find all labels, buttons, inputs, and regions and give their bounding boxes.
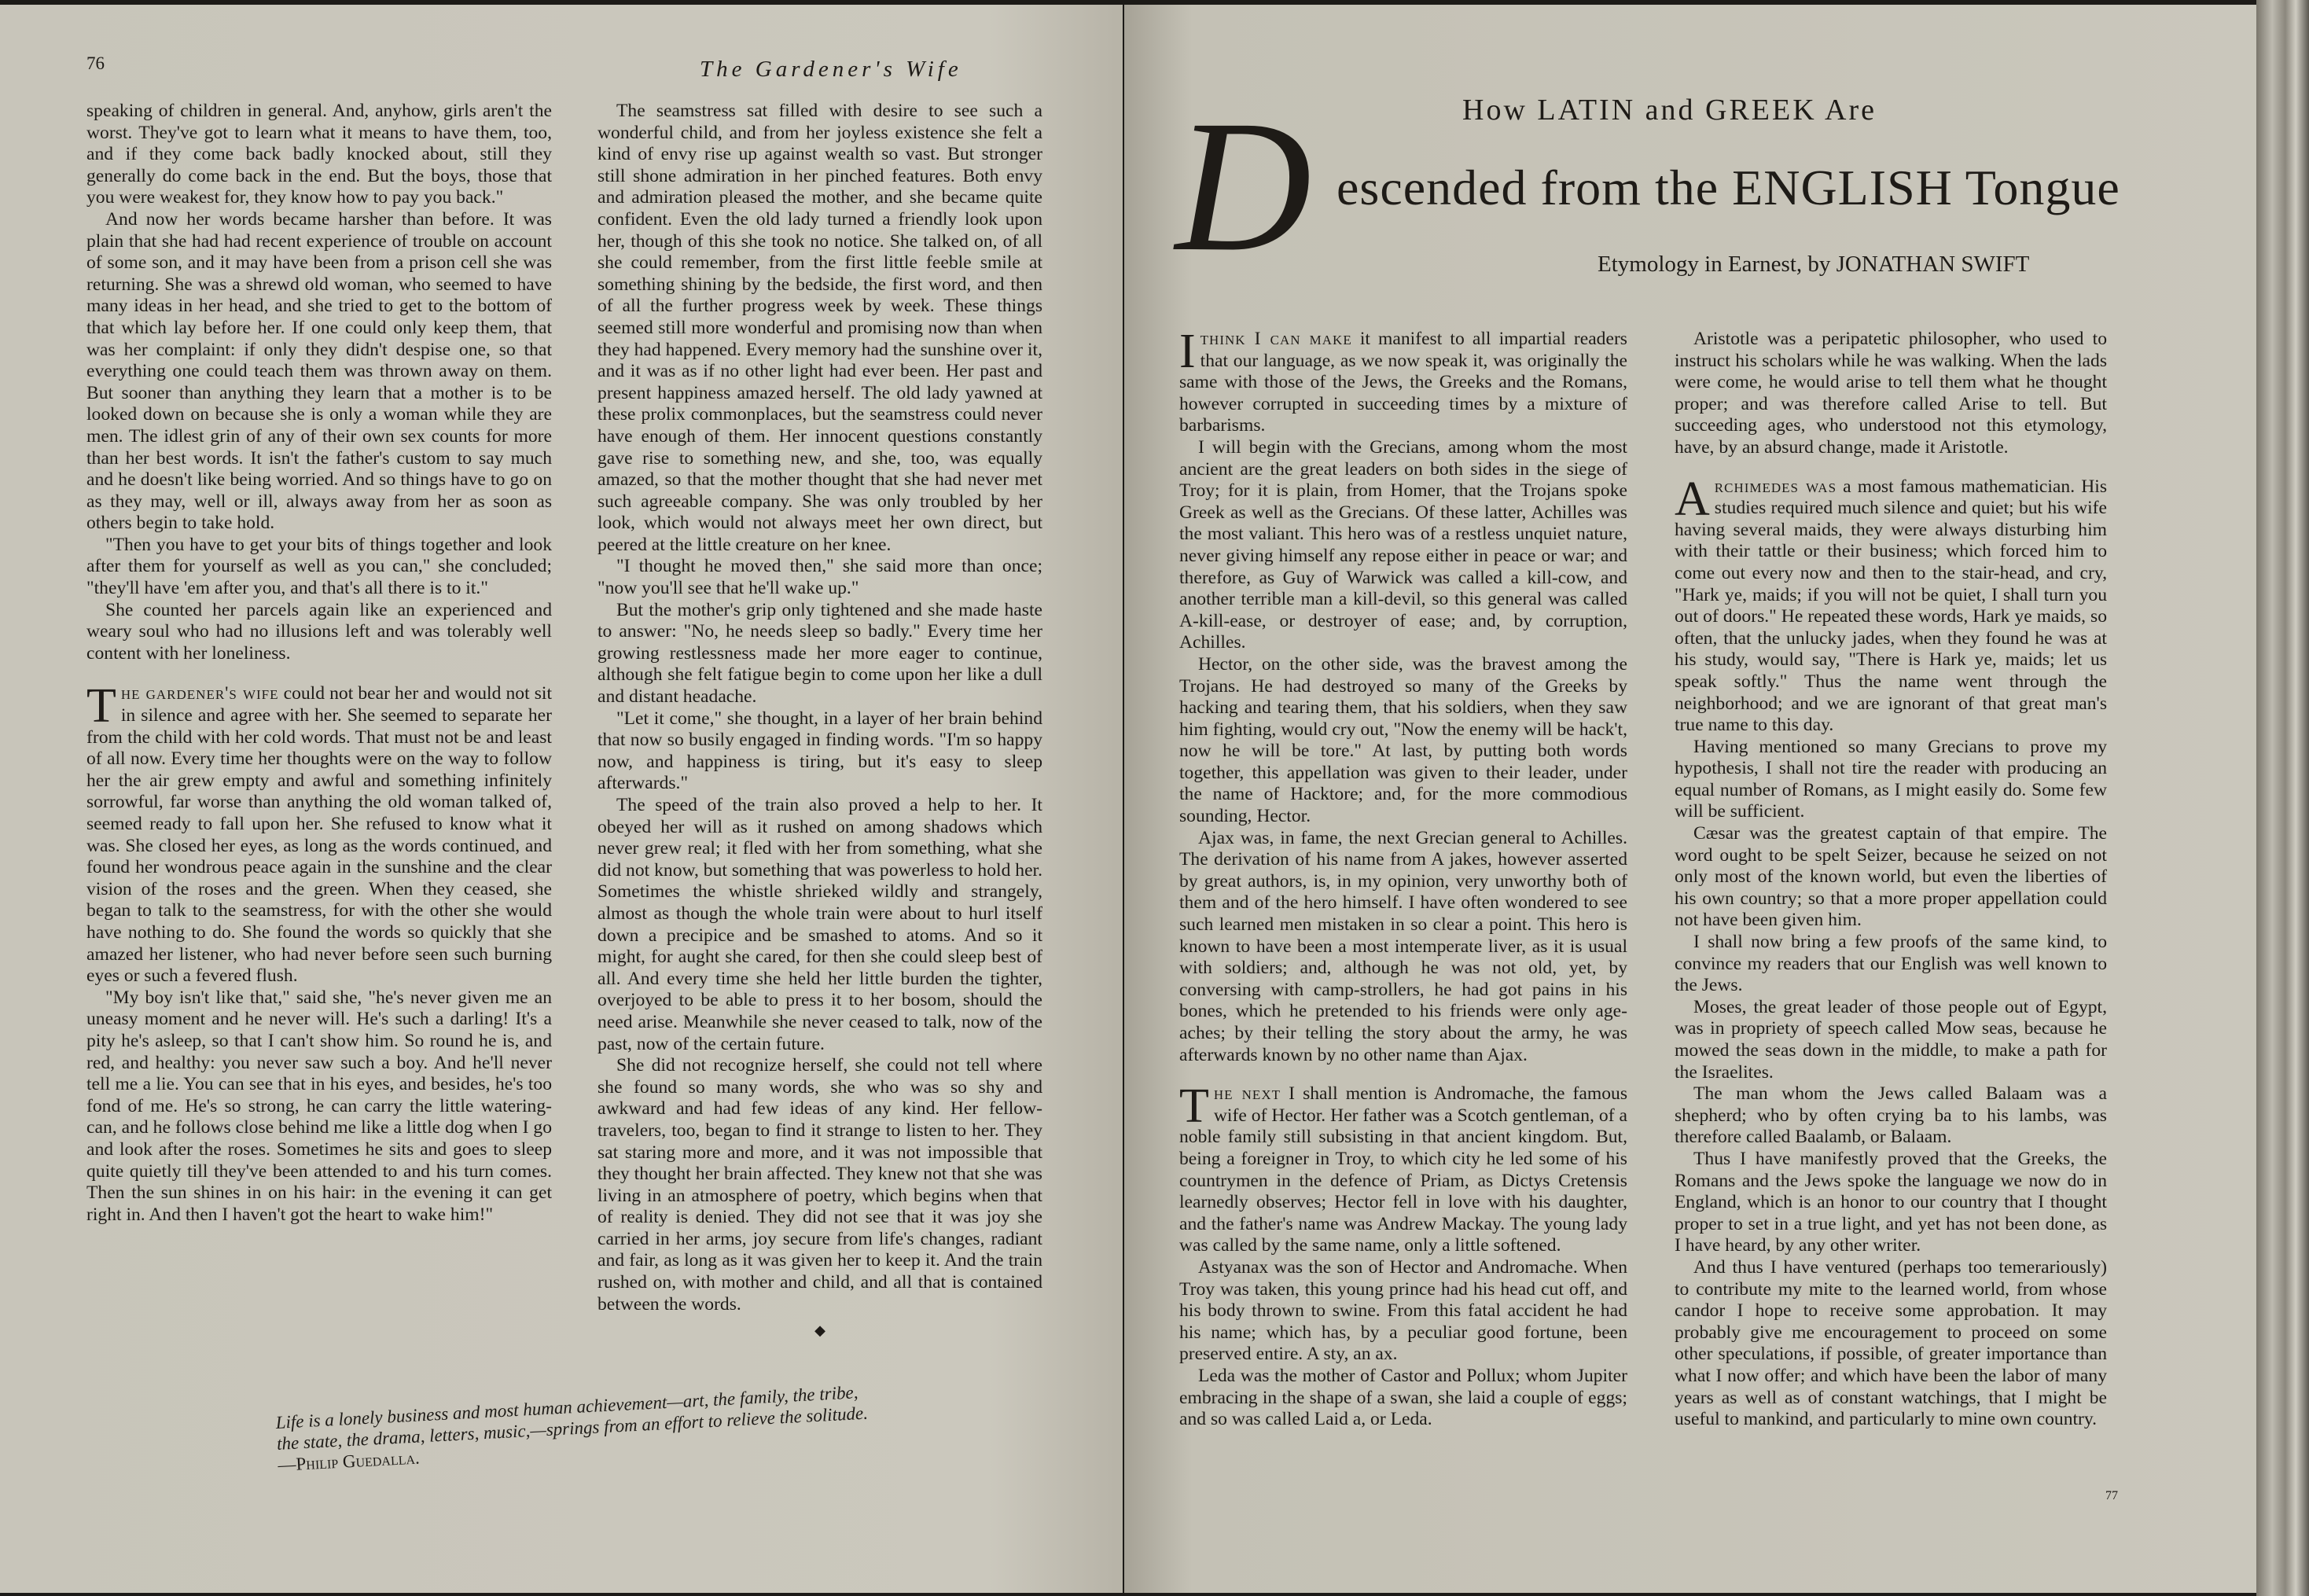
paragraph: And thus I have ventured (perhaps too temerariously) to contribute my mite to the learned world, from whose candor I hope to receive some approbation. It may probably give me encouragement to proceed on some other speculations, if possible, of greater importance than what I now offer; and which have been the labor of many years as well as of constant watchings, that I might be useful to mankind, and particularly to mine own country. bbox=[1675, 1256, 2107, 1430]
drop-cap: T bbox=[1179, 1079, 1209, 1134]
drop-cap: A bbox=[1675, 472, 1710, 526]
right-column-1 bbox=[1179, 325, 1627, 1431]
right-column-2 bbox=[1675, 329, 2107, 1431]
drop-cap: I bbox=[1179, 325, 1196, 378]
paragraph: Astyanax was the son of Hector and Andromache. When Troy was taken, this young prince had his head cut off, and his body thrown to swine. From this fatal accident he had his name; which has, by a peculiar good fortune, been preserved entire. A sty, an ax. bbox=[1179, 1256, 1627, 1365]
paragraph: She did not recognize herself, she could not tell where she found so many words, she who was so shy and awkward and had few ideas of any kind. Her fellow-travelers, too, began to find it strange to listen to her. They sat staring more and more, and it was not impossible that they thought her brain affected. They knew not that she was living in an atmosphere of poetry, which begins when that of reality is denied. They did not see that it was joy she carried in her arms, joy secure from life's changes, radiant and fair, as long as it was given her to keep it. And the train rushed on, with mother and child, and all that is contained between the words. bbox=[597, 1055, 1042, 1315]
paragraph-text: could not bear her and would not sit in silence and agree with her. She seemed to separate her from the child with her cold words. That must not be and least of all now. Every time her thoughts were on the way to follow her the air grew empty and awful and something infinitely sorrowful, far worse than anything the old woman talked of, seemed ready to fall upon her. She refused to know what it was. She closed her eyes, as long as the words continued, and found her wondrous peace again in the sunshine and the clear vision of the roses and the green. When they ceased, she began to talk to the seamstress, for with the other she would have nothing to do. She found the words so quickly that she amazed her listener, who had never before seen such burning eyes or such a fevered flush. bbox=[86, 683, 553, 987]
byline: Etymology in Earnest, by JONATHAN SWIFT bbox=[1598, 252, 2030, 277]
article-title: escended from the ENGLISH Tongue bbox=[1336, 160, 2120, 215]
paragraph: "I thought he moved then," she said more than once; "now you'll see that he'll wake up." bbox=[597, 556, 1042, 599]
left-column-1 bbox=[86, 101, 552, 1226]
intro-paragraph bbox=[1179, 325, 1627, 437]
smallcaps-lead: rchimedes was bbox=[1714, 476, 1837, 497]
quote-text: Life is a lonely business and most human achievement—art, the family, the tribe, the state, the drama, letters, music,—springs from an effort to relieve the solitude. bbox=[275, 1382, 869, 1454]
epigraph-quote bbox=[275, 1381, 875, 1476]
paragraph: She counted her parcels again like an experienced and weary soul who had no illusions left and was tolerably well content with her loneliness. bbox=[86, 599, 552, 664]
page-number-right: 77 bbox=[2105, 1489, 2118, 1502]
paragraph: I will begin with the Grecians, among whom the most ancient are the great leaders on both sides in the siege of Troy; for it is plain, from Homer, that the Trojans spoke Greek as well as the Grecians. Of these latter, Achilles was the most valiant. This hero was of a restless unquiet nature, never giving himself any repose either in peace or war; and therefore, as Guy of Warwick was called a kill-cow, and another terrible man a kill-devil, so this general was called A-kill-ease, or destroyer of ease; and, by corruption, Achilles. bbox=[1179, 436, 1627, 653]
page-number-left: 76 bbox=[86, 53, 105, 73]
paragraph: speaking of children in general. And, anyhow, girls aren't the worst. They've got to learn what it means to have them, too, and if they come back badly knocked about, still they generally do come back in the end. But the boys, those that you were weakest for, they know how to pay you back." bbox=[86, 101, 552, 208]
paragraph: Cæsar was the greatest captain of that empire. The word ought to be spelt Seizer, because he seized on not only most of the known world, but even the liberties of his own country; so that a more proper appellation could not have been given him. bbox=[1675, 823, 2107, 931]
paragraph: "Let it come," she thought, in a layer of her brain behind that now so busily engaged in finding words. "I'm so happy now, and happiness is tiring, but it's easy to sleep afterwards." bbox=[597, 708, 1042, 794]
paragraph: "Then you have to get your bits of things together and look after them for yourself as well as you can," she concluded; "they'll have 'em after you, and that's all there is to it." bbox=[86, 534, 552, 599]
paragraph: The seamstress sat filled with desire to see such a wonderful child, and from her joyless existence she felt a kind of envy rise up against wealth so vast. But stronger still shone admiration in her pinched features. Both envy and admiration pleased the mother, and she became quite confident. Even the old lady turned a friendly look upon her, though of this she took no notice. She talked on, of all she could remember, from the first little feeble smile at something shining by the bedside, the first word, and then of all the further progress week by week. These things seemed still more wonderful and promising now than when they had happened. Every memory had the sunshine over it, and it was as if no other light had ever been. Her past and present happiness amazed herself. The old lady yawned at these prolix commonplaces, but the seamstress could never have enough of them. Her innocent questions constantly gave rise to something new, and she, too, was equally amazed, so that the mother thought that she had never met such agreeable company. She was only troubled by her look, which would not always meet her own direct, but peered at the little creature on her knee. bbox=[597, 101, 1042, 555]
title-drop-letter: D bbox=[1175, 81, 1312, 290]
paragraph: The speed of the train also proved a help to her. It obeyed her will as it rushed on among shadows which never grew real; it fled with her from something, what she did not know, but something that was powerless to hold her. Sometimes the whistle shrieked wildly and strangely, almost as though the whole train were about to hurl itself down a precipice and be smashed to atoms. And so it might, for aught she cared, for then she could sleep best of all. And every time she held her little burden the tighter, overjoyed to be able to press it to her bosom, should the need arise. Meanwhile she never ceased to talk, now of the past, now of the certain future. bbox=[597, 795, 1042, 1054]
smallcaps-lead: he gardener's wife bbox=[120, 683, 279, 704]
book-page-edges bbox=[2256, 0, 2309, 1596]
paragraph: Thus I have manifestly proved that the Greeks, the Romans and the Jews spoke the language we now do in England, which is an honor to our country that I thought proper to set in a true light, and yet has not been done, as I have heard, by any other writer. bbox=[1675, 1148, 2107, 1256]
smallcaps-lead: he next bbox=[1213, 1083, 1281, 1105]
ornament-diamond: ◆ bbox=[814, 1322, 825, 1339]
paragraph-text: it manifest to all impartial readers that our language, as we now speak it, was originally the same with those of the Jews, the Greeks and the Romans, however corrupted in succeeding times by a mixture of barbarisms. bbox=[1179, 329, 1627, 436]
quote-attribution: —Philip Guedalla. bbox=[277, 1447, 421, 1475]
section-paragraph bbox=[1675, 472, 2107, 737]
paragraph: Leda was the mother of Castor and Pollux; whom Jupiter embracing in the shape of a swan, she laid a couple of eggs; and so was called Laid a, or Leda. bbox=[1179, 1365, 1627, 1430]
paragraph: Moses, the great leader of those people out of Egypt, was in propriety of speech called Mow seas, because he mowed the seas down in the middle, to make a path for the Israelites. bbox=[1675, 996, 2107, 1083]
paragraph: Having mentioned so many Grecians to prove my hypothesis, I shall not tire the reader with producing an equal number of Romans, as I might easily do. Some few will be sufficient. bbox=[1675, 736, 2107, 822]
paragraph: "My boy isn't like that," said she, "he's never given me an uneasy moment and he never will. He's such a darling! It's a pity he's asleep, so that I can't show him. So round he is, and red, and healthy: you never saw such a boy. And he'll never tell me a lie. You can see that in his eyes, and besides, he's too fond of me. He's so strong, he can carry the little watering-can, and he follows close behind me like a little dog when I go and look after the roses. Sometimes he sits and goes to sleep quite quietly till they've been attended to and his turn comes. Then the sun shines in on his hair: in the evening it can get right in. And then I haven't got the heart to wake him!" bbox=[86, 987, 552, 1225]
section-paragraph bbox=[1179, 1079, 1627, 1257]
title-top-line: How LATIN and GREEK Are bbox=[1462, 94, 1877, 127]
paragraph: I shall now bring a few proofs of the same kind, to convince my readers that our English was well known to the Jews. bbox=[1675, 932, 2107, 996]
paragraph-text: a most famous mathematician. His studies required much silence and quiet; but his wife having several maids, they were always disturbing him with their tattle or their business; which forced him to come out every now and then to the stair-head, and cry, "Hark ye, maids; if you will not be quiet, I shall turn you out of doors." He repeated these words, Hark ye maids, so often, that the unlucky jades, when they found he was at his study, would say, "There is Hark ye, maids; let us speak softly." Thus the name went through the neighborhood; and we are ignorant of that great man's true name to this day. bbox=[1675, 476, 2107, 736]
right-page bbox=[1124, 5, 2256, 1593]
section-paragraph bbox=[86, 679, 553, 987]
paragraph-text: I shall mention is Andromache, the famous wife of Hector. Her father was a Scotch gentleman, of a noble family still subsisting in that ancient kingdom. But, being a foreigner in Troy, to which city he led some of his countrymen in the defence of Priam, as Dictys Cretensis learnedly observes; Hector fell in love with his daughter, and the father's name was Andrew Mackay. The young lady was called by the same name, only a little softened. bbox=[1179, 1083, 1627, 1256]
running-head: The Gardener's Wife bbox=[700, 57, 962, 82]
paragraph: Hector, on the other side, was the bravest among the Trojans. He had destroyed so many of the Greeks by hacking and tearing them, that his soldiers, when they saw him fighting, would cry out, "Now the enemy will be hack't, now he will be tore." At last, by putting both words together, this appellation was given to their leader, under the name of Hacktore; and, for the more commodious sounding, Hector. bbox=[1179, 653, 1627, 827]
paragraph: Aristotle was a peripatetic philosopher, who used to instruct his scholars while he was walking. When the lads were come, he would arise to tell them what he thought proper; and was therefore called Arise to tell. But succeeding ages, who understood not this etymology, have, by an absurd change, made it Aristotle. bbox=[1675, 329, 2107, 458]
left-column-2 bbox=[597, 101, 1042, 1342]
paragraph: The man whom the Jews called Balaam was a shepherd; who by often crying ba to his lambs, was therefore called Baalamb, or Balaam. bbox=[1675, 1083, 2107, 1148]
drop-cap: T bbox=[86, 679, 116, 734]
paragraph: But the mother's grip only tightened and she made haste to answer: "No, he needs sleep so badly." Every time her growing restlessness made her more eager to continue, although she felt fatigue begin to come upon her like a dull and distant headache. bbox=[597, 599, 1042, 708]
smallcaps-lead: think I can make bbox=[1200, 329, 1352, 349]
left-page bbox=[0, 5, 1123, 1593]
paragraph: Ajax was, in fame, the next Grecian general to Achilles. The derivation of his name from A jakes, however asserted by great authors, is, in my opinion, very unworthy both of them and of the hero himself. I have often wondered to see such learned men mistaken in so clear a point. This hero is known to have been a most intemperate liver, as it is usual with soldiers; and, although he was not old, yet, by conversing with camp-strollers, he had got pains in his bones, which he pretended to his friends were only age-aches; by their telling the story about the army, he was afterwards known by no other name than Ajax. bbox=[1179, 827, 1627, 1065]
paragraph: And now her words became harsher than before. It was plain that she had had recent experience of trouble on account of some son, and it may have been from a prison cell she was returning. She was a shrewd old woman, who seemed to have many ideas in her head, and she tried to get to the bottom of that which lay before her. If one could only keep them, that was her complaint: if only they didn't despise one, so that everything one could teach them was thrown away on them. But sooner than anything they learn that a mother is to be looked down on because she is only a woman while they are men. The idlest grin of any of their own sex counts for more than her best words. It isn't the father's custom to say much and he doesn't like being worried. And so things have to go on as they may, well or ill, always away from her as soon as others begin to take hold. bbox=[86, 208, 552, 534]
